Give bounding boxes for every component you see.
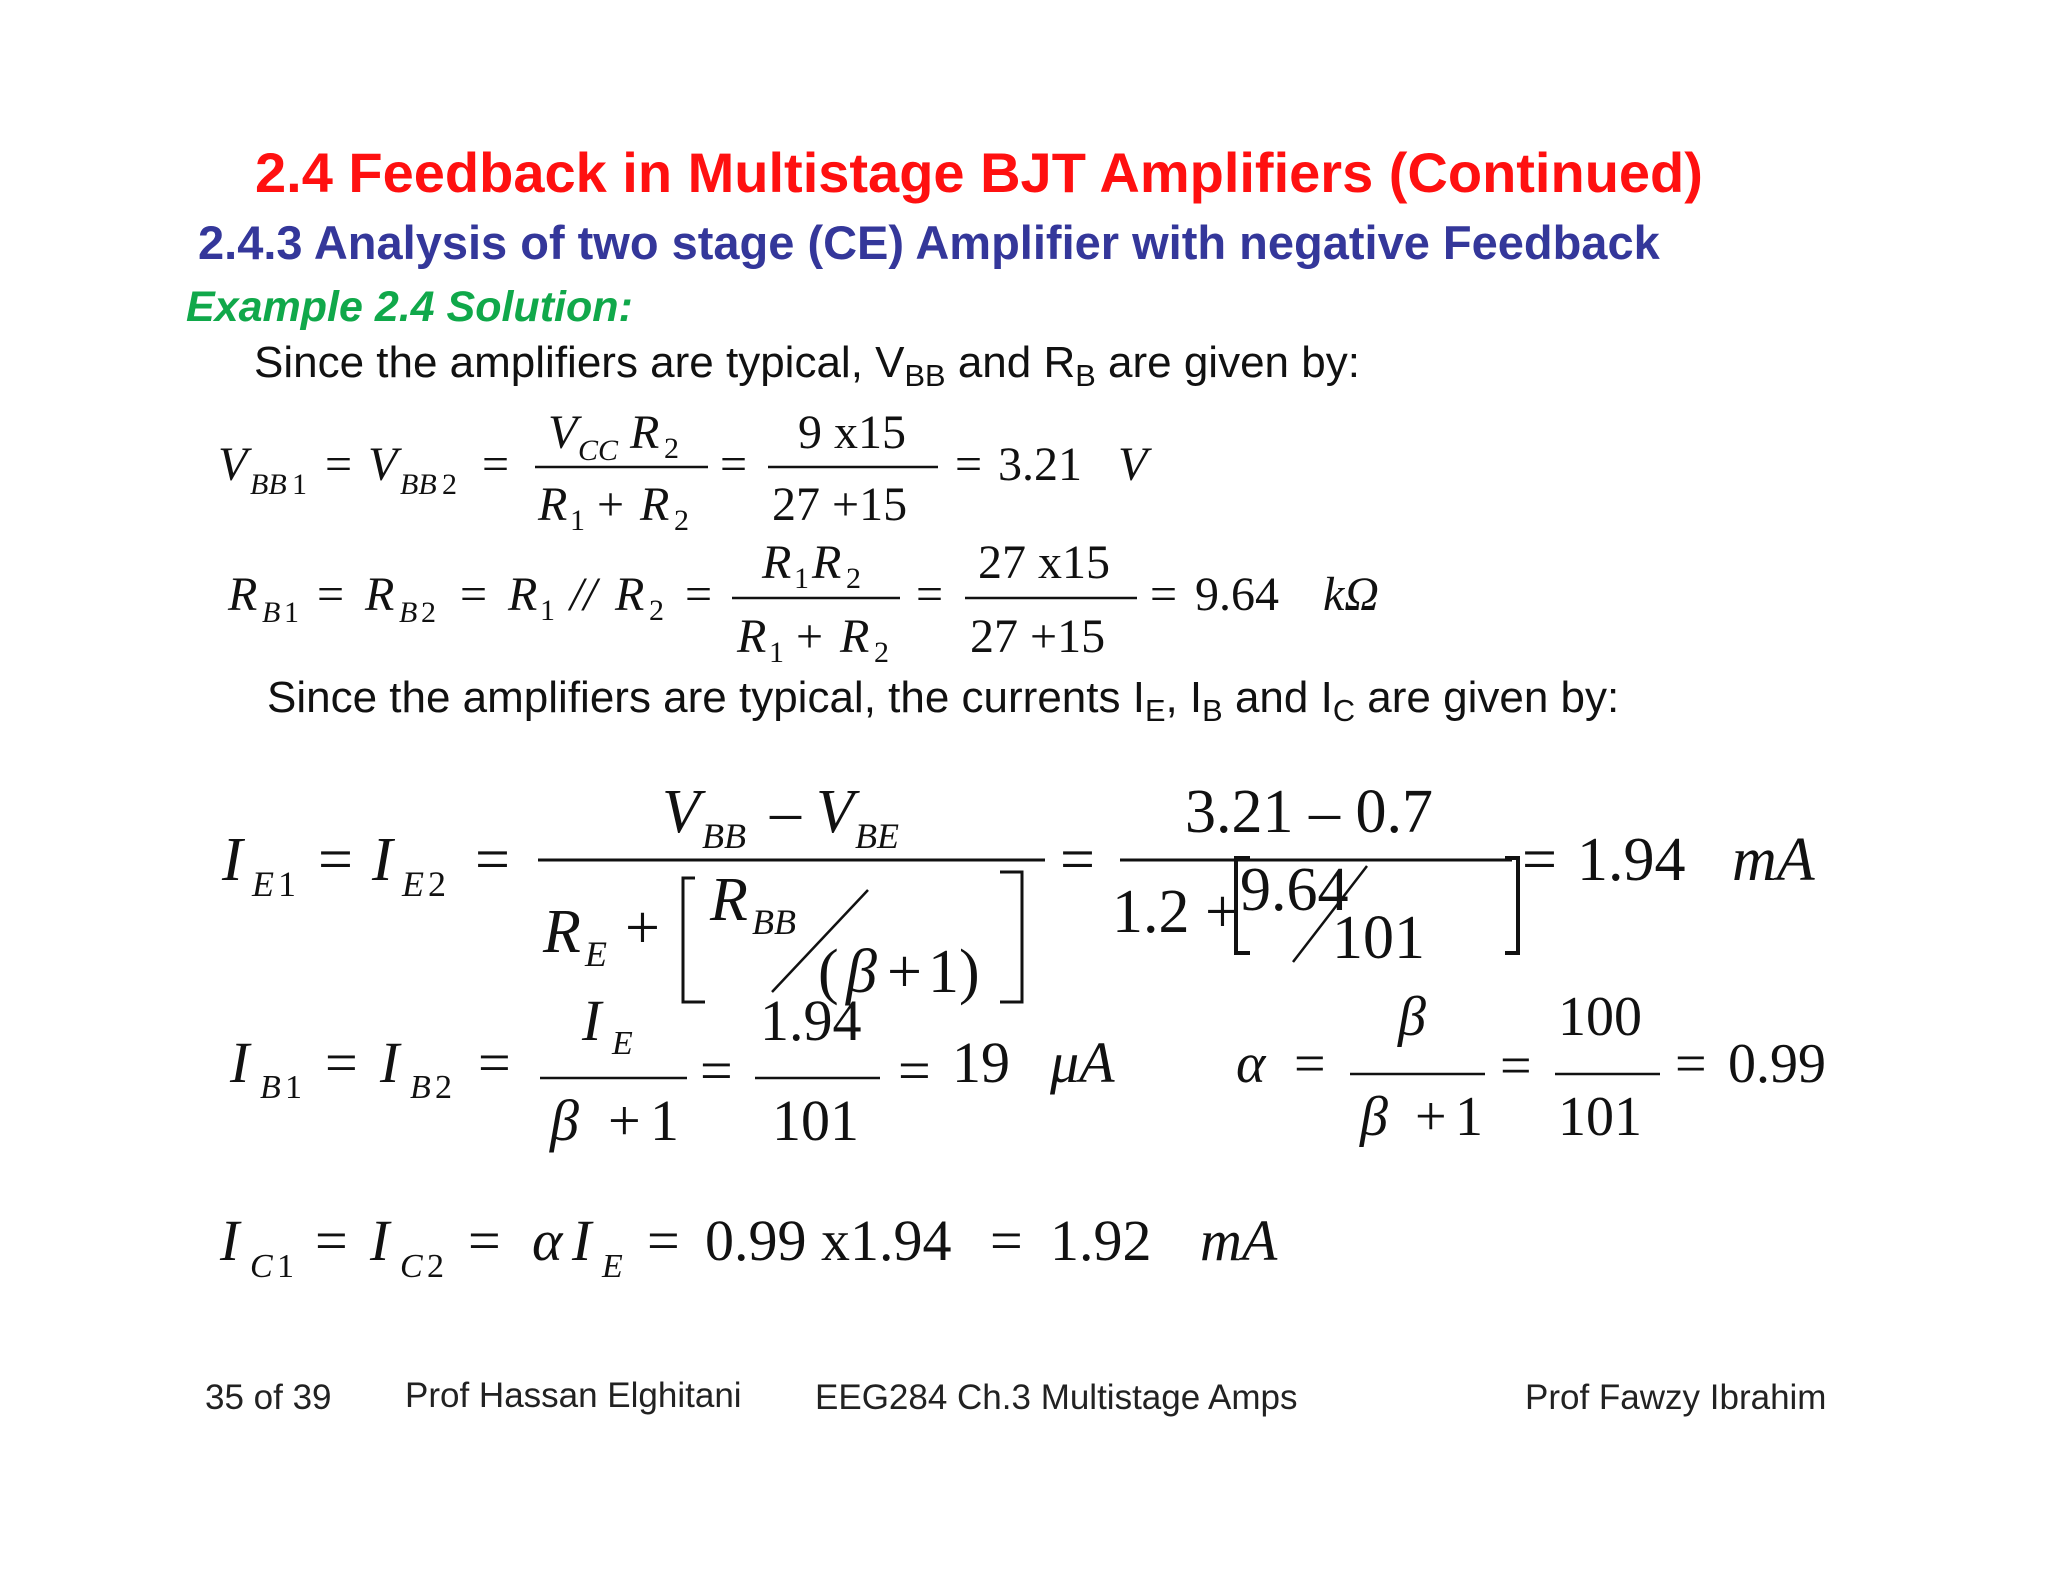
svg-text:R: R bbox=[508, 568, 538, 621]
svg-text:1: 1 bbox=[284, 596, 299, 629]
svg-text:=: = bbox=[647, 1208, 680, 1273]
svg-text:R: R bbox=[630, 406, 660, 459]
svg-text:=: = bbox=[1060, 826, 1095, 894]
ie-numeric-denominator-a: 1.2 + bbox=[1112, 878, 1240, 946]
svg-text:I: I bbox=[220, 1208, 240, 1273]
footer-author-left: Prof Hassan Elghitani bbox=[405, 1376, 742, 1415]
svg-text:(: ( bbox=[818, 938, 839, 1006]
equation-ic bbox=[200, 1185, 1350, 1305]
svg-text:1: 1 bbox=[650, 1088, 679, 1153]
svg-text:V: V bbox=[368, 438, 398, 491]
equation-ib bbox=[200, 990, 1160, 1160]
equation-vbb bbox=[200, 400, 1200, 550]
svg-text:2: 2 bbox=[435, 1069, 452, 1106]
svg-text:2: 2 bbox=[846, 562, 861, 595]
ie-result-value: 1.94 bbox=[1577, 826, 1686, 894]
svg-text:B: B bbox=[260, 1069, 281, 1106]
svg-text:+: + bbox=[608, 1088, 641, 1153]
svg-text:=: = bbox=[315, 1208, 348, 1273]
svg-text:1: 1 bbox=[277, 1248, 294, 1285]
svg-text:=: = bbox=[1500, 1035, 1532, 1097]
svg-text:=: = bbox=[955, 438, 983, 491]
ie-numeric-denominator-c: 101 bbox=[1332, 904, 1425, 972]
svg-text:B: B bbox=[410, 1069, 431, 1106]
svg-text:+: + bbox=[796, 610, 824, 663]
svg-text:=: = bbox=[468, 1208, 501, 1273]
svg-text:=: = bbox=[898, 1038, 931, 1103]
equation-alpha bbox=[1220, 990, 1870, 1160]
svg-text:=: = bbox=[1522, 826, 1557, 894]
ib-numeric-denominator: 101 bbox=[772, 1088, 859, 1153]
svg-text:E: E bbox=[585, 934, 607, 974]
intro-line-currents: Since the amplifiers are typical, the currents $I_E$, $I_B$ and $I_C$ are given by: bbox=[267, 673, 1620, 729]
svg-text:E: E bbox=[602, 1248, 623, 1285]
rb-numeric-denominator: 27 +15 bbox=[970, 610, 1106, 663]
svg-text:2: 2 bbox=[664, 432, 679, 465]
svg-text:E: E bbox=[612, 1025, 633, 1062]
svg-text:R: R bbox=[737, 610, 767, 663]
svg-text:1: 1 bbox=[570, 504, 585, 537]
footer-author-right: Prof Fawzy Ibrahim bbox=[1525, 1378, 1827, 1417]
svg-text:=: = bbox=[700, 1038, 733, 1103]
ic-result-value: 1.92 bbox=[1050, 1208, 1152, 1273]
svg-text:2: 2 bbox=[674, 504, 689, 537]
ic-product: 0.99 x1.94 bbox=[705, 1208, 952, 1273]
svg-text:2: 2 bbox=[427, 1248, 444, 1285]
svg-text:1: 1 bbox=[540, 594, 555, 627]
equation-ie bbox=[200, 770, 1900, 1010]
svg-text:=: = bbox=[318, 826, 353, 894]
svg-text:α: α bbox=[1236, 1033, 1266, 1095]
svg-text:R: R bbox=[228, 568, 258, 621]
svg-text:β: β bbox=[1398, 990, 1426, 1048]
svg-text:BB: BB bbox=[752, 902, 796, 942]
svg-text:1: 1 bbox=[1455, 1086, 1483, 1148]
svg-text:R: R bbox=[538, 478, 568, 531]
svg-text:BE: BE bbox=[855, 816, 899, 856]
ic-result-unit: mA bbox=[1200, 1208, 1278, 1273]
svg-text:+: + bbox=[1415, 1086, 1447, 1148]
svg-text:=: = bbox=[1294, 1033, 1326, 1095]
svg-text:R: R bbox=[762, 536, 792, 589]
svg-text:=: = bbox=[325, 1030, 358, 1095]
svg-text:α: α bbox=[532, 1208, 563, 1273]
svg-text:E: E bbox=[402, 864, 424, 904]
svg-text:=: = bbox=[325, 438, 353, 491]
svg-text:I: I bbox=[582, 990, 602, 1053]
svg-text:=: = bbox=[1675, 1033, 1707, 1095]
footer-course: EEG284 Ch.3 Multistage Amps bbox=[815, 1378, 1298, 1417]
svg-text:I: I bbox=[230, 1030, 250, 1095]
vbb-numeric-denominator: 27 +15 bbox=[772, 478, 908, 531]
svg-text:=: = bbox=[990, 1208, 1023, 1273]
svg-text:C: C bbox=[400, 1248, 423, 1285]
svg-text:=: = bbox=[685, 568, 713, 621]
svg-text:I: I bbox=[370, 1208, 390, 1273]
ib-result-value: 19 bbox=[952, 1030, 1010, 1095]
slide-title: 2.4 Feedback in Multistage BJT Amplifiers (Continued) bbox=[255, 141, 1703, 204]
rb-result-value: 9.64 bbox=[1195, 568, 1279, 621]
svg-text:V: V bbox=[662, 778, 700, 846]
svg-text:I: I bbox=[372, 826, 393, 894]
svg-text:β: β bbox=[550, 1088, 579, 1153]
svg-text:V: V bbox=[218, 438, 248, 491]
ie-numeric-denominator-b: 9.64 bbox=[1240, 856, 1349, 924]
alpha-numeric-numerator: 100 bbox=[1558, 990, 1642, 1048]
ib-numeric-numerator: 1.94 bbox=[760, 990, 862, 1053]
rb-numeric-numerator: 27 x15 bbox=[978, 536, 1110, 589]
vbb-numeric-numerator: 9 x15 bbox=[798, 406, 906, 459]
svg-text:1: 1 bbox=[794, 562, 809, 595]
equation-rb bbox=[200, 530, 1400, 675]
example-label: Example 2.4 Solution: bbox=[186, 283, 633, 331]
svg-text:β: β bbox=[1360, 1086, 1388, 1148]
svg-text:=: = bbox=[460, 568, 488, 621]
svg-text:BB: BB bbox=[250, 468, 287, 501]
svg-text:=: = bbox=[916, 568, 944, 621]
svg-text:2: 2 bbox=[649, 594, 664, 627]
svg-text:2: 2 bbox=[421, 596, 436, 629]
svg-text:=: = bbox=[720, 438, 748, 491]
svg-text:1: 1 bbox=[292, 468, 307, 501]
svg-text:2: 2 bbox=[874, 636, 889, 669]
svg-text:R: R bbox=[365, 568, 395, 621]
vbb-result-value: 3.21 bbox=[998, 438, 1082, 491]
svg-text:R: R bbox=[840, 610, 870, 663]
svg-text:1: 1 bbox=[285, 1069, 302, 1106]
svg-text:I: I bbox=[380, 1030, 400, 1095]
ib-result-unit: μA bbox=[1050, 1030, 1115, 1095]
rb-result-unit: kΩ bbox=[1323, 568, 1380, 621]
ie-result-unit: mA bbox=[1732, 826, 1815, 894]
svg-text:–: – bbox=[770, 778, 801, 846]
svg-text:R: R bbox=[640, 478, 670, 531]
svg-text:B: B bbox=[262, 596, 281, 629]
svg-text:B: B bbox=[399, 596, 418, 629]
svg-text:V: V bbox=[548, 406, 578, 459]
svg-text:R: R bbox=[543, 898, 581, 966]
svg-text:E: E bbox=[252, 864, 274, 904]
svg-text:=: = bbox=[482, 438, 510, 491]
svg-text:R: R bbox=[615, 568, 645, 621]
svg-text:1): 1) bbox=[928, 938, 980, 1006]
slide-subtitle: 2.4.3 Analysis of two stage (CE) Amplifier with negative Feedback bbox=[198, 216, 1660, 269]
svg-text:BB: BB bbox=[400, 468, 437, 501]
svg-text:CC: CC bbox=[578, 434, 619, 467]
svg-text:=: = bbox=[478, 1030, 511, 1095]
svg-text:R: R bbox=[812, 536, 842, 589]
svg-text:+: + bbox=[625, 894, 660, 962]
svg-text:=: = bbox=[1150, 568, 1178, 621]
ie-numeric-numerator: 3.21 – 0.7 bbox=[1185, 778, 1433, 846]
svg-text:2: 2 bbox=[428, 864, 446, 904]
svg-text:+: + bbox=[597, 478, 625, 531]
svg-text:+: + bbox=[887, 938, 922, 1006]
svg-text:1: 1 bbox=[769, 636, 784, 669]
svg-text:I: I bbox=[222, 826, 243, 894]
svg-text:BB: BB bbox=[702, 816, 746, 856]
svg-text:β: β bbox=[846, 938, 877, 1006]
alpha-result-value: 0.99 bbox=[1728, 1033, 1826, 1095]
svg-text:I: I bbox=[572, 1208, 592, 1273]
svg-text:2: 2 bbox=[442, 468, 457, 501]
footer-page-number: 35 of 39 bbox=[205, 1378, 332, 1417]
svg-text:=: = bbox=[475, 826, 510, 894]
svg-text:1: 1 bbox=[278, 864, 296, 904]
alpha-numeric-denominator: 101 bbox=[1558, 1086, 1642, 1148]
vbb-result-unit: V bbox=[1118, 438, 1148, 491]
svg-text:=: = bbox=[317, 568, 345, 621]
intro-line-vbb-rb: Since the amplifiers are typical, $V_{BB}$ and $R_B$ are given by: bbox=[254, 338, 1360, 394]
svg-text:V: V bbox=[816, 778, 854, 846]
svg-text:R: R bbox=[710, 866, 748, 934]
svg-text:C: C bbox=[250, 1248, 273, 1285]
svg-text://: // bbox=[570, 568, 597, 621]
